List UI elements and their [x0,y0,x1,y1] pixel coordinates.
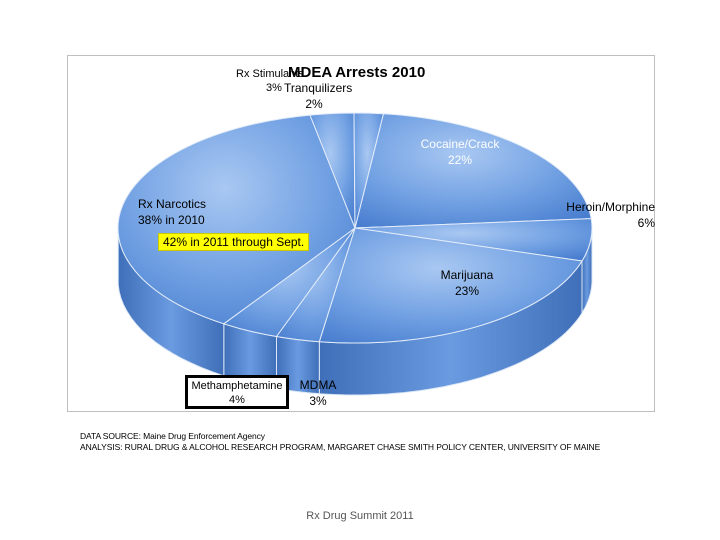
source-line: DATA SOURCE: Maine Drug Enforcement Agency [80,431,265,441]
label-rx-stimulants: Rx Stimulants [236,68,304,80]
label-mdma: MDMA 3% [299,378,337,408]
label-rx-narcotics: Rx Narcotics 38% in 2010 [138,197,207,227]
footer-text: Rx Drug Summit 2011 [306,510,414,522]
chart-title: MDEA Arrests 2010 [288,64,426,81]
annotation-2011: 42% in 2011 through Sept. [158,233,309,251]
analysis-line: ANALYSIS: RURAL DRUG & ALCOHOL RESEARCH PROGRAM, MARGARET CHASE SMITH POLICY CENTER, UNIVERSITY OF MAINE [80,442,601,452]
label-cocaine-crack: Cocaine/Crack 22% [420,137,500,167]
value-rx-stimulants: 3% [266,82,282,94]
label-methamphetamine: Methamphetamine 4% [185,375,289,409]
label-heroin-morphine: Heroin/Morphine 6% [566,200,655,230]
source-note [80,431,600,453]
label-tranquilizers: Tranquilizers 2% [284,81,353,111]
label-marijuana: Marijuana 23% [440,268,494,298]
